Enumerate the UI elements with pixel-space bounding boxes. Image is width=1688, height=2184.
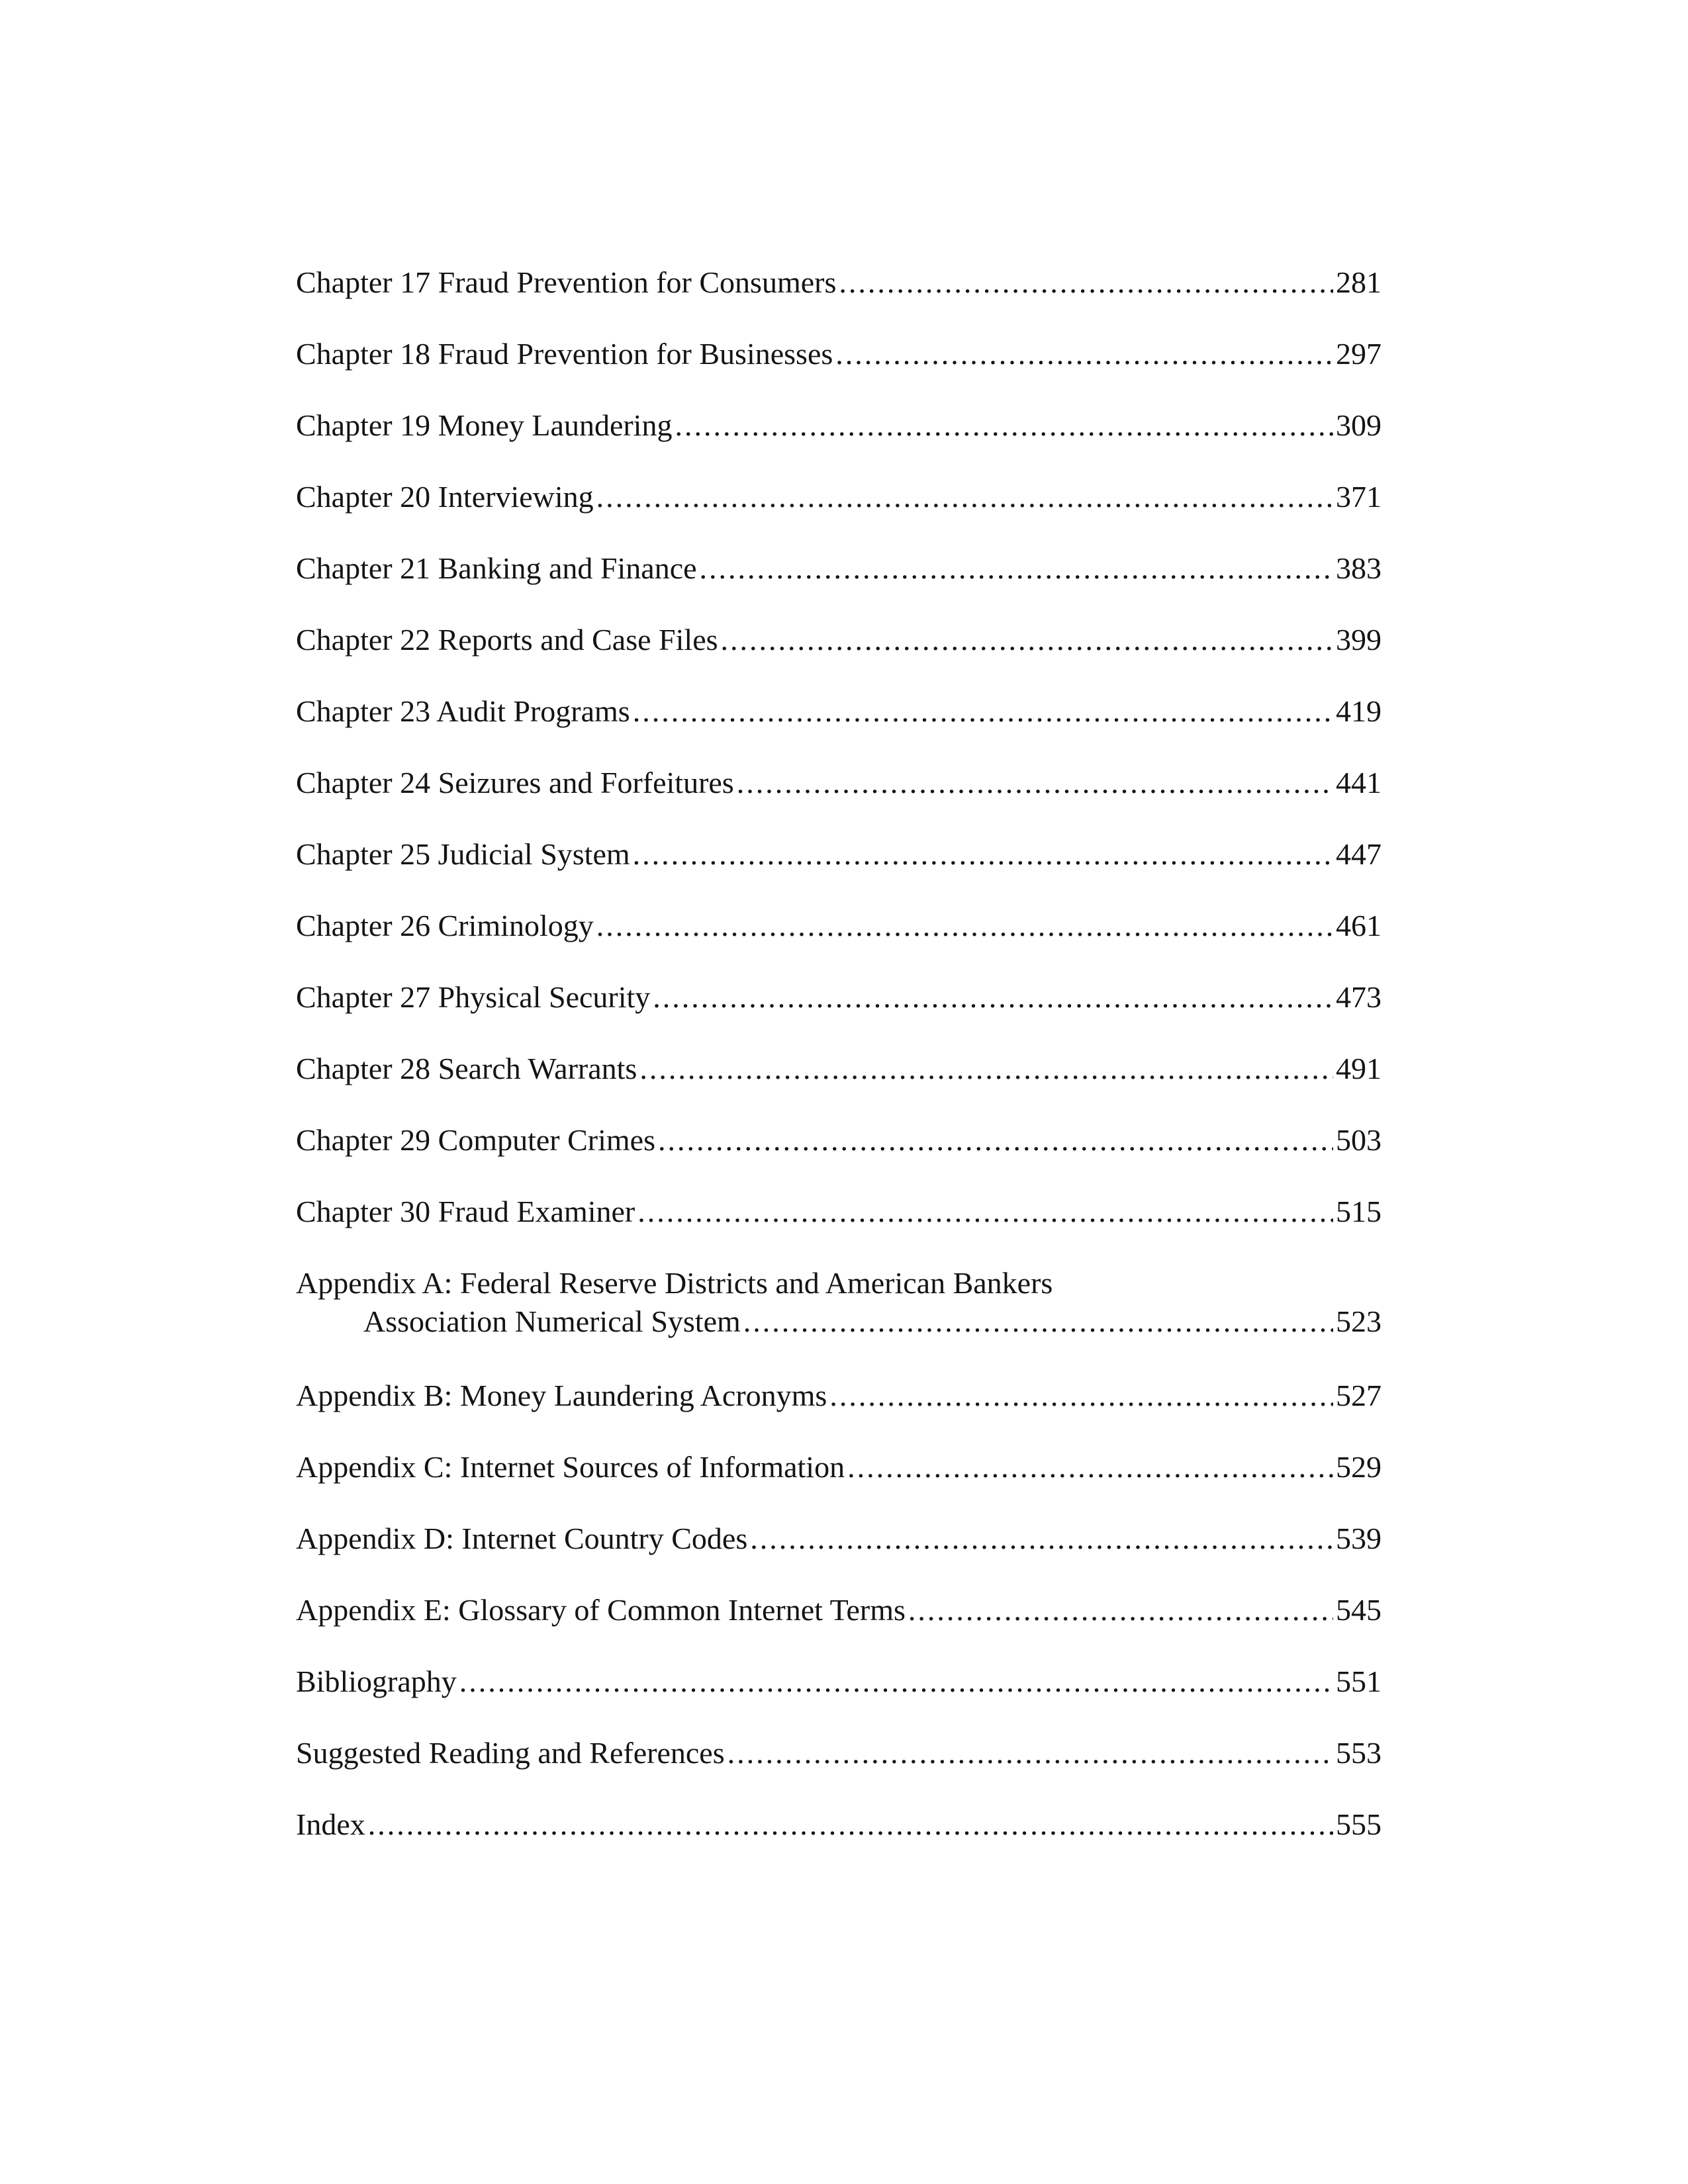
toc-entry-title: Chapter 21 Banking and Finance (296, 551, 697, 585)
toc-entry-chapter-21[interactable] (296, 553, 1382, 625)
toc-entry-title: Suggested Reading and References (296, 1736, 725, 1770)
toc-entry-page: 545 (1336, 1593, 1382, 1627)
toc-entry-title: Chapter 24 Seizures and Forfeitures (296, 766, 734, 799)
toc-entry-page: 419 (1336, 694, 1382, 728)
toc-entry-page: 309 (1336, 408, 1382, 442)
dot-leader (908, 1595, 1333, 1625)
toc-entry-page: 461 (1336, 909, 1382, 942)
dot-leader (637, 1197, 1333, 1227)
toc-entry-chapter-20[interactable] (296, 482, 1382, 553)
toc-entry-title-continuation-row (296, 1306, 1382, 1345)
toc-entry-title: Chapter 23 Audit Programs (296, 694, 630, 728)
dot-leader (721, 625, 1333, 655)
toc-entry-page: 473 (1336, 980, 1382, 1014)
toc-entry-title: Appendix C: Internet Sources of Information (296, 1450, 845, 1484)
toc-entry-title: Appendix A: Federal Reserve Districts and American Bankers (296, 1266, 1053, 1300)
toc-entry-title: Chapter 30 Fraud Examiner (296, 1195, 635, 1228)
dot-leader (653, 982, 1333, 1013)
dot-leader (847, 1452, 1333, 1482)
toc-entry-page: 503 (1336, 1123, 1382, 1157)
dot-leader (596, 482, 1333, 512)
toc-entry-title: Chapter 20 Interviewing (296, 480, 594, 514)
toc-entry-appendix-b[interactable] (296, 1381, 1382, 1452)
toc-entry-page: 523 (1336, 1304, 1382, 1338)
dot-leader (839, 267, 1333, 298)
table-of-contents (296, 267, 1382, 1881)
toc-entry-page: 551 (1336, 1664, 1382, 1698)
dot-leader (743, 1306, 1333, 1337)
toc-entry-appendix-a[interactable] (296, 1268, 1382, 1345)
dot-leader (727, 1738, 1333, 1768)
toc-entry-page: 553 (1336, 1736, 1382, 1770)
toc-entry-appendix-d[interactable] (296, 1524, 1382, 1595)
dot-leader (639, 1054, 1333, 1084)
toc-entry-page: 399 (1336, 623, 1382, 657)
toc-entry-page: 297 (1336, 337, 1382, 371)
toc-entry-chapter-29[interactable] (296, 1125, 1382, 1197)
toc-entry-chapter-30[interactable] (296, 1197, 1382, 1268)
toc-entry-chapter-26[interactable] (296, 911, 1382, 982)
toc-entry-title: Chapter 28 Search Warrants (296, 1052, 637, 1085)
dot-leader (675, 410, 1333, 441)
toc-entry-chapter-19[interactable] (296, 410, 1382, 482)
dot-leader (459, 1666, 1333, 1697)
dot-leader (835, 339, 1333, 369)
toc-entry-index[interactable] (296, 1809, 1382, 1881)
toc-entry-page: 555 (1336, 1807, 1382, 1841)
toc-entry-title: Chapter 19 Money Laundering (296, 408, 673, 442)
dot-leader (700, 553, 1333, 584)
dot-leader (750, 1524, 1333, 1554)
toc-entry-chapter-22[interactable] (296, 625, 1382, 696)
toc-entry-title: Appendix D: Internet Country Codes (296, 1522, 748, 1555)
toc-entry-page: 281 (1336, 265, 1382, 299)
toc-entry-chapter-25[interactable] (296, 839, 1382, 911)
toc-entry-title: Chapter 17 Fraud Prevention for Consumers (296, 265, 837, 299)
toc-entry-title: Chapter 22 Reports and Case Files (296, 623, 718, 657)
toc-entry-bibliography[interactable] (296, 1666, 1382, 1738)
toc-entry-chapter-28[interactable] (296, 1054, 1382, 1125)
toc-entry-title-continuation: Association Numerical System (363, 1304, 741, 1338)
dot-leader (633, 839, 1333, 870)
toc-entry-title: Index (296, 1807, 365, 1841)
dot-leader (368, 1809, 1333, 1840)
dot-leader (658, 1125, 1333, 1156)
dot-leader (829, 1381, 1333, 1411)
toc-entry-page: 383 (1336, 551, 1382, 585)
toc-entry-page: 371 (1336, 480, 1382, 514)
toc-entry-title: Chapter 18 Fraud Prevention for Businesses (296, 337, 833, 371)
toc-entry-chapter-24[interactable] (296, 768, 1382, 839)
toc-entry-title: Appendix B: Money Laundering Acronyms (296, 1379, 827, 1412)
toc-entry-suggested-reading[interactable] (296, 1738, 1382, 1809)
toc-entry-chapter-18[interactable] (296, 339, 1382, 410)
toc-entry-page: 529 (1336, 1450, 1382, 1484)
toc-entry-page: 515 (1336, 1195, 1382, 1228)
toc-entry-appendix-c[interactable] (296, 1452, 1382, 1524)
toc-entry-chapter-17[interactable] (296, 267, 1382, 339)
toc-entry-title: Chapter 29 Computer Crimes (296, 1123, 655, 1157)
toc-entry-title: Chapter 27 Physical Security (296, 980, 651, 1014)
toc-entry-page: 447 (1336, 837, 1382, 871)
toc-entry-title: Chapter 26 Criminology (296, 909, 594, 942)
toc-entry-page: 539 (1336, 1522, 1382, 1555)
dot-leader (633, 696, 1333, 727)
toc-entry-chapter-27[interactable] (296, 982, 1382, 1054)
toc-entry-title: Appendix E: Glossary of Common Internet Terms (296, 1593, 906, 1627)
toc-entry-page: 491 (1336, 1052, 1382, 1085)
toc-entry-page: 441 (1336, 766, 1382, 799)
dot-leader (596, 911, 1333, 941)
dot-leader (737, 768, 1333, 798)
toc-entry-chapter-23[interactable] (296, 696, 1382, 768)
toc-entry-appendix-e[interactable] (296, 1595, 1382, 1666)
toc-entry-title: Chapter 25 Judicial System (296, 837, 630, 871)
toc-entry-title: Bibliography (296, 1664, 457, 1698)
toc-entry-page: 527 (1336, 1379, 1382, 1412)
